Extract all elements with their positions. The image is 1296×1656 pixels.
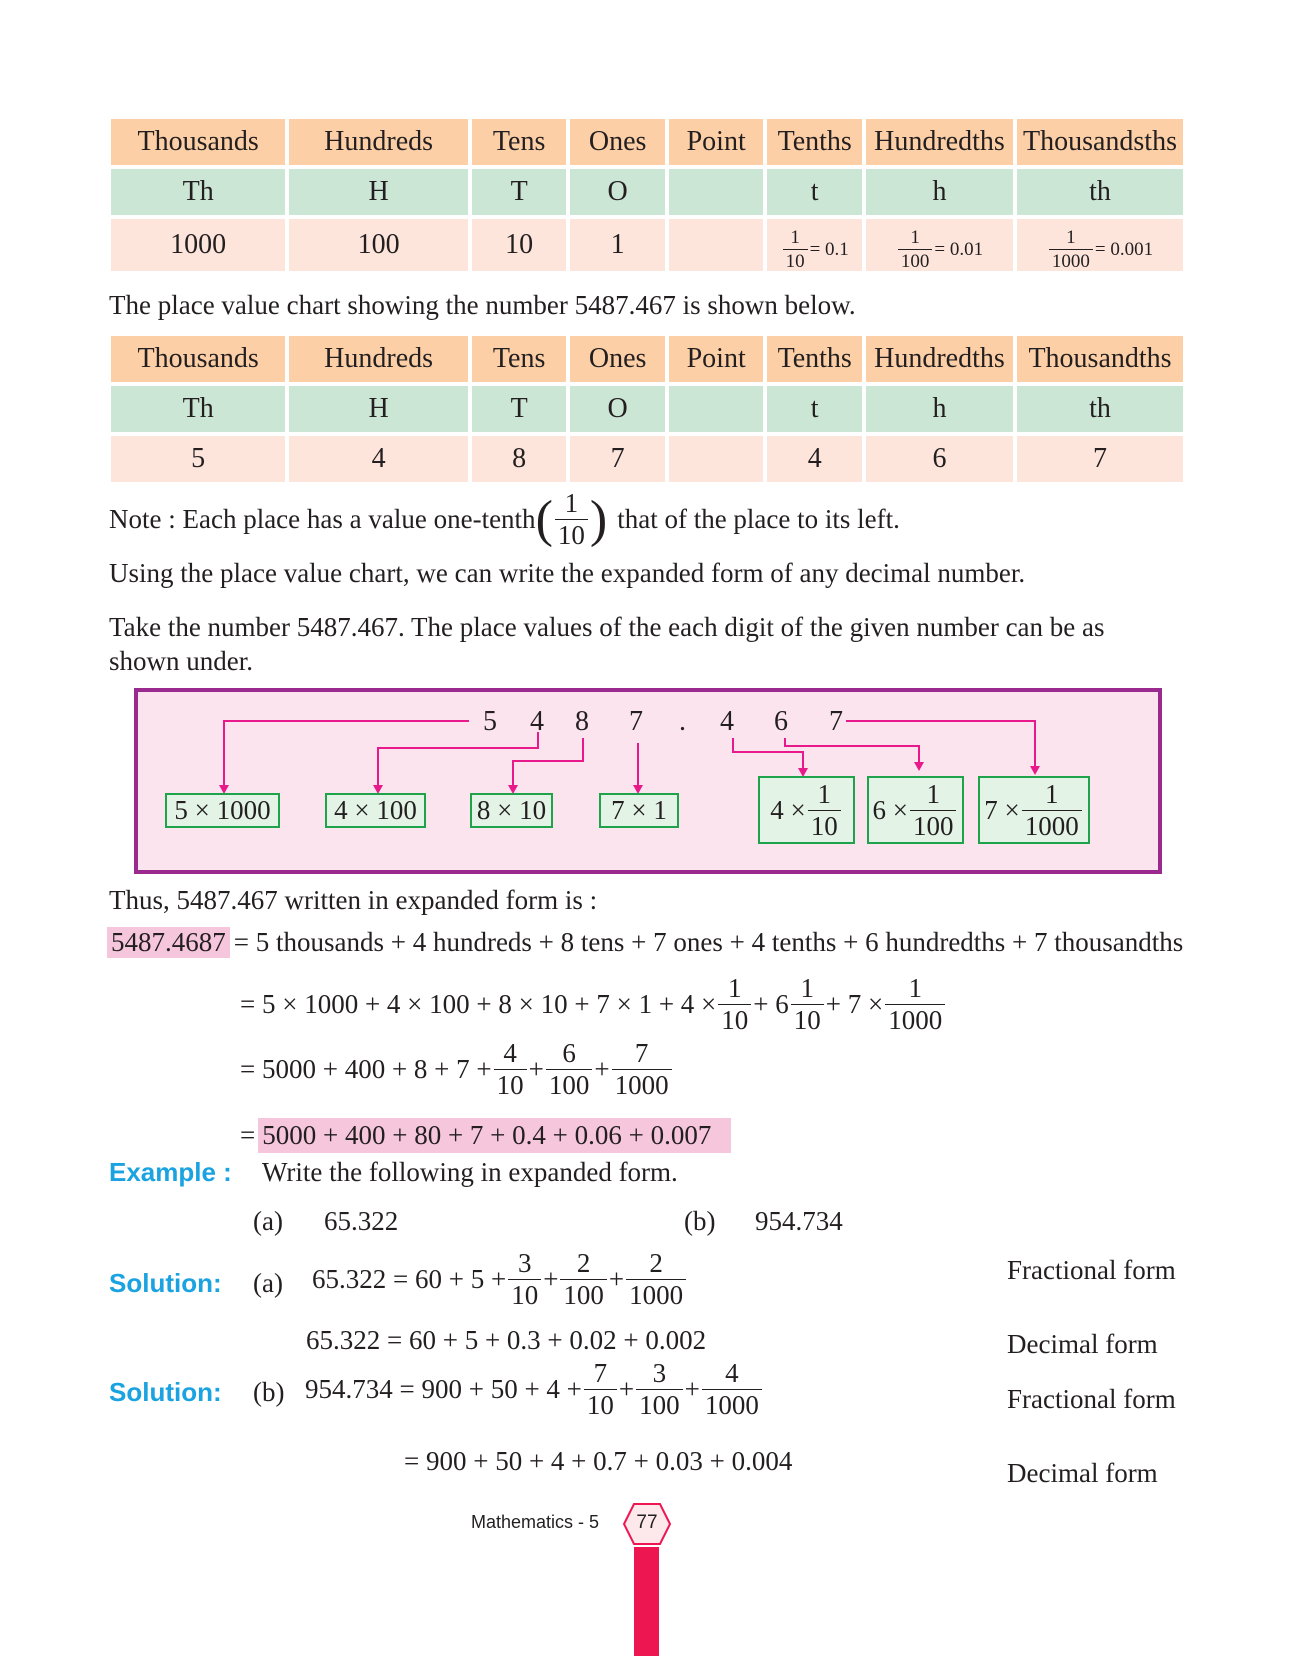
fraction (702, 1360, 762, 1419)
arrow-hundredths (785, 738, 919, 762)
denominator: 10 (508, 1279, 541, 1309)
symbol-cell: h (866, 169, 1013, 215)
using-text: Using the place value chart, we can write the expanded form of any decimal number. (109, 558, 1026, 588)
header-cell: Point (669, 336, 764, 382)
math-text: 954.734 = 900 + 50 + 4 + (305, 1374, 582, 1404)
value-cell: 1 (570, 219, 665, 271)
symbol-cell: H (289, 169, 468, 215)
numerator: 6 (562, 1038, 576, 1068)
equals-decimal: = 0.001 (1094, 238, 1154, 260)
numerator: 7 (634, 1038, 649, 1068)
solution-b-line-1 (305, 1360, 764, 1419)
example-b-value: 954.734 (755, 1206, 843, 1236)
math-text: = 5000 + 400 + 8 + 7 + (240, 1054, 492, 1084)
example-a-value: 65.322 (324, 1206, 399, 1236)
value-cell: 7 (1017, 436, 1183, 482)
fraction (626, 1250, 686, 1309)
denominator: 100 (898, 249, 933, 271)
numerator: 1 (926, 778, 940, 809)
denominator: 10 (494, 1069, 527, 1099)
denominator: 1000 (1049, 249, 1093, 271)
denominator: 10 (718, 1004, 751, 1034)
fraction (808, 778, 841, 841)
value-cell: 7 (570, 436, 665, 482)
math-text: + 6 (753, 989, 789, 1019)
expanded-line-2 (240, 975, 947, 1034)
symbol-cell: Th (111, 169, 285, 215)
numerator: 3 (652, 1358, 667, 1388)
solution-b-decimal-form: Decimal form (1007, 1458, 1158, 1488)
header-cell: Thousands (111, 336, 285, 382)
arrow-tens (513, 738, 583, 785)
solution-a-decimal-form: Decimal form (1007, 1329, 1158, 1359)
solution-a-line-2 (306, 1325, 706, 1356)
symbol-cell: T (472, 386, 567, 432)
example-b-label: (b) (684, 1206, 716, 1236)
numerator: 1 (790, 227, 800, 248)
header-cell: Hundreds (289, 336, 468, 382)
diagram-digit: 7 (629, 706, 643, 737)
example-a-label: (a) (253, 1206, 283, 1236)
header-cell: Thousands (111, 119, 285, 165)
solution-b-part: (b) (253, 1377, 285, 1407)
math-text: + (594, 1054, 610, 1084)
numerator: 1 (817, 778, 831, 809)
arrow-tenths (733, 738, 803, 768)
symbol-cell: t (767, 169, 862, 215)
solution-b-line-2 (404, 1446, 792, 1477)
numerator: 4 (725, 1358, 739, 1388)
denominator: 10 (584, 1389, 617, 1419)
denominator: 10 (783, 249, 808, 271)
header-cell: Hundredths (866, 336, 1013, 382)
equals-decimal: = 0.1 (809, 238, 849, 260)
math-text: + (608, 1264, 625, 1294)
diagram-digit: 8 (575, 706, 589, 737)
denominator: 1000 (702, 1389, 762, 1419)
symbol-cell: T (472, 169, 567, 215)
symbol-cell: th (1017, 169, 1183, 215)
note-before: Note : Each place has a value one-tenth (109, 504, 536, 534)
diagram-digit: 4 (530, 706, 544, 737)
diagram-digit: 6 (774, 706, 788, 737)
diagram-digit: 5 (483, 706, 497, 737)
numerator: 1 (910, 227, 920, 248)
fraction (885, 975, 945, 1034)
math-text: = 900 + 50 + 4 + 0.7 + 0.03 + 0.004 (404, 1446, 793, 1476)
fraction (1022, 778, 1082, 841)
box-thousands: 5 × 1000 (165, 793, 280, 828)
fraction (910, 778, 957, 841)
numerator: 1 (908, 973, 922, 1003)
math-text: + (684, 1374, 700, 1404)
header-cell: Tenths (767, 119, 862, 165)
numerator: 1 (1066, 227, 1076, 248)
fraction (546, 1040, 593, 1099)
fraction (636, 1360, 683, 1419)
header-cell: Tens (472, 119, 567, 165)
equals: = (240, 1120, 256, 1150)
fraction (508, 1250, 541, 1309)
numerator: 2 (576, 1248, 591, 1278)
left-paren: ( (535, 490, 553, 548)
math-text: + (543, 1264, 559, 1294)
denominator: 1000 (885, 1004, 945, 1034)
symbol-cell: O (570, 169, 665, 215)
denominator: 10 (791, 1004, 824, 1034)
diagram-digit: 7 (829, 706, 843, 737)
numerator: 1 (728, 973, 742, 1003)
expanded-line-1 (107, 927, 1183, 958)
arrow-thousands (224, 721, 469, 785)
denominator: 1000 (612, 1069, 672, 1099)
denominator: 1000 (1022, 810, 1082, 840)
highlighted-number: 5487.4687 (107, 927, 230, 958)
take-text-1: Take the number 5487.467. The place values of the each digit of the given number can be as (109, 612, 1105, 642)
page-number: 77 (636, 1512, 658, 1533)
accent-bar (634, 1547, 659, 1656)
header-cell: Hundredths (866, 119, 1013, 165)
intro-text: The place value chart showing the number 5487.467 is shown below. (109, 290, 856, 320)
denominator: 100 (636, 1389, 683, 1419)
symbol-cell: t (767, 386, 862, 432)
symbol-cell: h (866, 386, 1013, 432)
value-cell: 4 (289, 436, 468, 482)
numerator: 4 (503, 1038, 517, 1068)
numerator: 3 (517, 1248, 532, 1278)
thus-text: Thus, 5487.467 written in expanded form is : (109, 885, 598, 915)
example-label: Example : (109, 1157, 232, 1187)
fraction-box (867, 776, 964, 844)
denominator: 100 (910, 810, 957, 840)
symbol-cell: Th (111, 386, 285, 432)
note-after: that of the place to its left. (617, 504, 900, 534)
header-cell: Thousandths (1017, 336, 1183, 382)
symbol-cell: O (570, 386, 665, 432)
numerator: 1 (800, 973, 815, 1003)
math-text: 65.322 = 60 + 5 + (312, 1264, 507, 1294)
numerator: 1 (1044, 778, 1059, 809)
box-tens: 8 × 10 (470, 793, 553, 828)
multiplier: 4 × (770, 794, 806, 825)
box-ones: 7 × 1 (599, 793, 679, 828)
value-cell: 100 (289, 219, 468, 271)
header-cell: Thousandsths (1017, 119, 1183, 165)
denominator: 100 (546, 1069, 593, 1099)
fraction-box (978, 776, 1090, 844)
take-text-2: shown under. (109, 646, 253, 676)
math-text: 65.322 = 60 + 5 + 0.3 + 0.02 + 0.002 (306, 1325, 707, 1355)
denominator: 100 (560, 1279, 607, 1309)
math-text: = 5 × 1000 + 4 × 100 + 8 × 10 + 7 × 1 + 4 × (240, 989, 717, 1019)
solution-a-fractional-form: Fractional form (1007, 1255, 1176, 1285)
multiplier: 6 × (872, 794, 908, 825)
fraction (718, 975, 751, 1034)
math-text: + (528, 1054, 544, 1084)
solution-b-label: Solution: (109, 1377, 222, 1407)
header-cell: Hundreds (289, 119, 468, 165)
right-paren: ) (589, 490, 608, 548)
box-hundreds: 4 × 100 (325, 793, 426, 828)
value-cell: 8 (472, 436, 567, 482)
solution-a-line-1 (312, 1250, 688, 1309)
diagram-digit: 4 (720, 706, 734, 737)
header-cell: Tenths (767, 336, 862, 382)
denominator: 1000 (626, 1279, 686, 1309)
solution-a-part: (a) (253, 1268, 283, 1298)
fraction (494, 1040, 527, 1099)
solution-b-fractional-form: Fractional form (1007, 1384, 1176, 1414)
value-cell: 4 (767, 436, 862, 482)
fraction (560, 1250, 607, 1309)
fraction (584, 1360, 617, 1419)
value-cell: 6 (866, 436, 1013, 482)
arrow-thousandths (846, 721, 1035, 766)
header-cell: Point (669, 119, 764, 165)
header-cell: Tens (472, 336, 567, 382)
equals-decimal: = 0.01 (934, 238, 984, 260)
solution-a-label: Solution: (109, 1268, 222, 1298)
header-cell: Ones (570, 336, 665, 382)
value-cell: 10 (472, 219, 567, 271)
fraction (791, 975, 824, 1034)
value-cell: 5 (111, 436, 285, 482)
fraction: $\frac{1}{10}$ (555, 490, 588, 549)
multiplier: 7 × (984, 794, 1020, 825)
highlighted-decimal-expansion: 5000 + 400 + 80 + 7 + 0.4 + 0.06 + 0.007 (258, 1118, 731, 1153)
symbol-cell: th (1017, 386, 1183, 432)
numerator: 7 (593, 1358, 608, 1388)
value-cell: 1000 (111, 219, 285, 271)
expanded-line-3 (240, 1040, 674, 1099)
symbol-cell: H (289, 386, 468, 432)
expanded-line-4 (240, 1118, 731, 1153)
diagram-digit: . (679, 706, 686, 737)
header-cell: Ones (570, 119, 665, 165)
example-text: Write the following in expanded form. (262, 1157, 678, 1187)
fraction (612, 1040, 672, 1099)
footer-subject: Mathematics - 5 (471, 1512, 600, 1532)
fraction-box (758, 776, 855, 844)
math-text: = 5 thousands + 4 hundreds + 8 tens + 7 ones + 4 tenths + 6 hundredths + 7 thousandths (233, 927, 1184, 957)
denominator: 10 (808, 810, 841, 840)
math-text: + (618, 1374, 635, 1404)
math-text: + 7 × (825, 989, 884, 1019)
numerator: 2 (649, 1248, 663, 1278)
